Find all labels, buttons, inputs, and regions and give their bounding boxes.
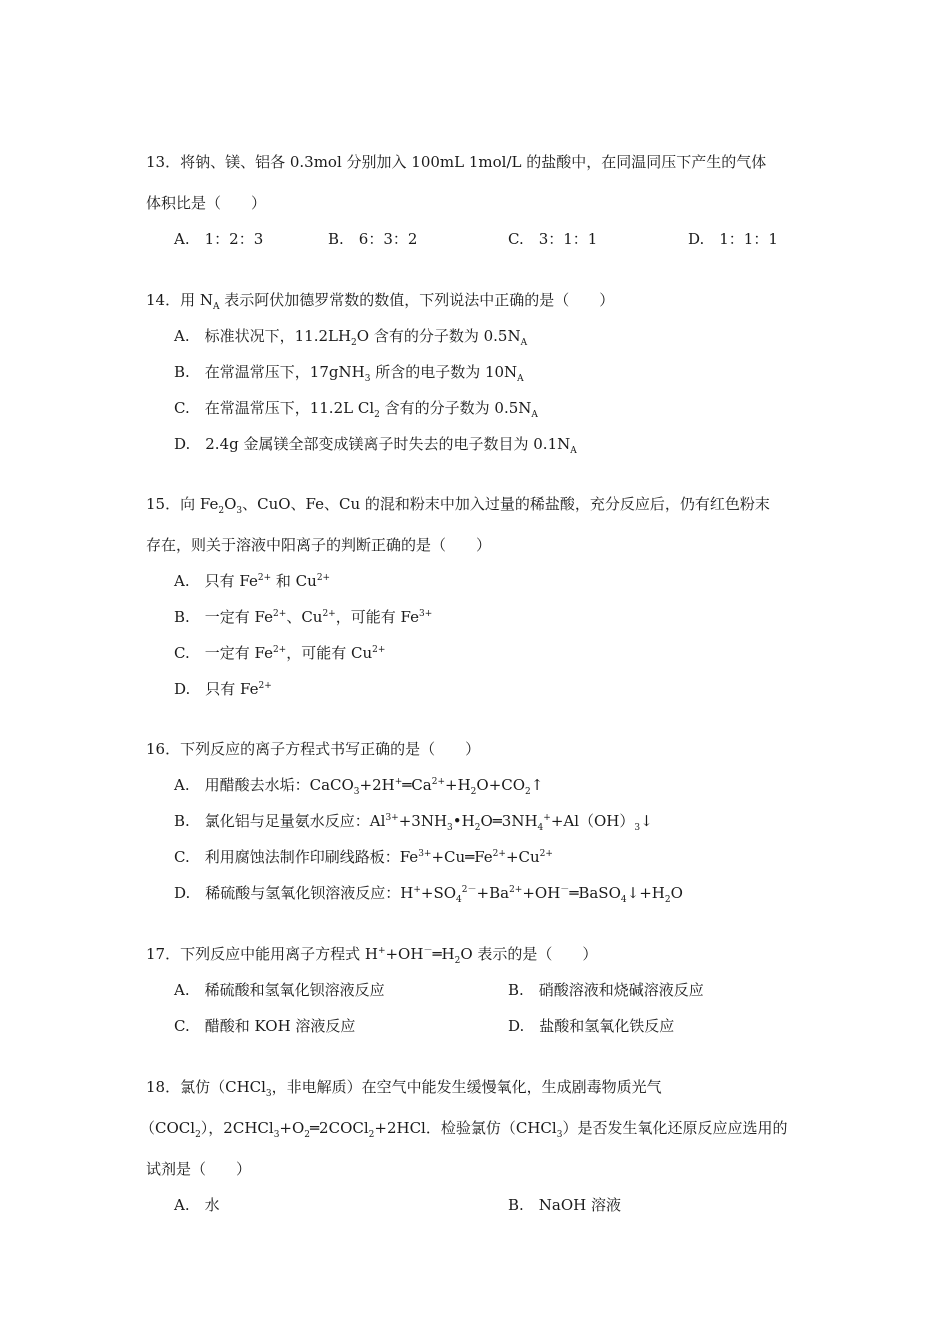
q15-option-c: C. 一定有 $Fe^{2+}$，可能有 $Cu^{2+}$: [174, 644, 386, 662]
q14-option-d: D. 2.4g 金属镁全部变成镁离子时失去的电子数目为 $0.1N_A$: [174, 435, 577, 456]
q17-option-a: A. 稀硫酸和氢氧化钡溶液反应: [174, 981, 385, 999]
q15-option-b: B. 一定有 $Fe^{2+}$、$Cu^{2+}$，可能有 $Fe^{3+}$: [174, 608, 433, 626]
q15-stem-line1: 15．向 $Fe_2O_3$、CuO、Fe、Cu 的混和粉末中加入过量的稀盐酸，充分反应后，仍有红色粉末: [146, 495, 770, 516]
q14-option-a: A. 标准状况下，$11.2LH_2O$ 含有的分子数为 $0.5N_A$: [174, 327, 528, 348]
q14-stem: 14．用 $N_A$ 表示阿伏加德罗常数的数值，下列说法中正确的是（ ）: [146, 291, 615, 312]
q14-option-b: B. 在常温常压下，17gNH$_3$ 所含的电子数为 $10N_A$: [174, 363, 524, 384]
q15-option-d: D. 只有 $Fe^{2+}$: [174, 680, 272, 698]
q13-stem-line1: 13．将钠、镁、铝各 0.3mol 分别加入 100mL 1mol/L 的盐酸中，在同温同压下产生的气体: [146, 153, 767, 171]
q16-option-b: B. 氯化铝与足量氨水反应：$Al^{3+}+3NH_3•H_2O═3NH_4^++Al(OH)_3↓$: [174, 812, 653, 833]
q16-option-a: A. 用醋酸去水垢：$CaCO_3+2H^+═Ca^{2+}+H_2O+CO_2↑$: [174, 776, 544, 797]
q16-option-c: C. 利用腐蚀法制作印刷线路板：$Fe^{3+}+Cu═Fe^{2+}+Cu^{2+}$: [174, 848, 553, 866]
q16-option-d: D. 稀硫酸与氢氧化钡溶液反应：$H^++SO_4^{2-}+Ba^{2+}+OH^-═BaSO_4↓+H_2O$: [174, 884, 683, 905]
q17-option-b: B. 硝酸溶液和烧碱溶液反应: [508, 981, 704, 999]
q17-option-d: D. 盐酸和氢氧化铁反应: [508, 1017, 675, 1035]
q17-option-c: C. 醋酸和 KOH 溶液反应: [174, 1017, 356, 1035]
q13-option-b: B. 6：3：2: [328, 230, 418, 248]
q18-stem-line2: （COCl$_2$），$2CHCl_3+O_2═2COCl_2+2HCl$．检验氯仿（CHCl$_3$）是否发生氧化还原反应应选用的: [140, 1119, 788, 1140]
q18-option-a: A. 水: [174, 1196, 220, 1214]
q17-stem: 17．下列反应中能用离子方程式 $H^++OH^-═H_2O$ 表示的是（ ）: [146, 945, 598, 966]
q13-option-d: D. 1：1：1: [688, 230, 778, 248]
q13-option-c: C. 3：1：1: [508, 230, 598, 248]
q13-stem-line2: 体积比是（ ）: [146, 194, 267, 212]
q15-option-a: A. 只有 $Fe^{2+}$ 和 $Cu^{2+}$: [174, 572, 331, 590]
q14-option-c: C. 在常温常压下，11.2L $Cl_2$ 含有的分子数为 $0.5N_A$: [174, 399, 538, 420]
q13-option-a: A. 1：2：3: [174, 230, 264, 248]
q16-stem: 16．下列反应的离子方程式书写正确的是（ ）: [146, 740, 481, 758]
q18-stem-line3: 试剂是（ ）: [146, 1160, 252, 1178]
q18-option-b: B. NaOH 溶液: [508, 1196, 622, 1214]
q18-stem-line1: 18．氯仿（CHCl$_3$，非电解质）在空气中能发生缓慢氧化，生成剧毒物质光气: [146, 1078, 662, 1099]
q15-stem-line2: 存在，则关于溶液中阳离子的判断正确的是（ ）: [146, 536, 492, 554]
